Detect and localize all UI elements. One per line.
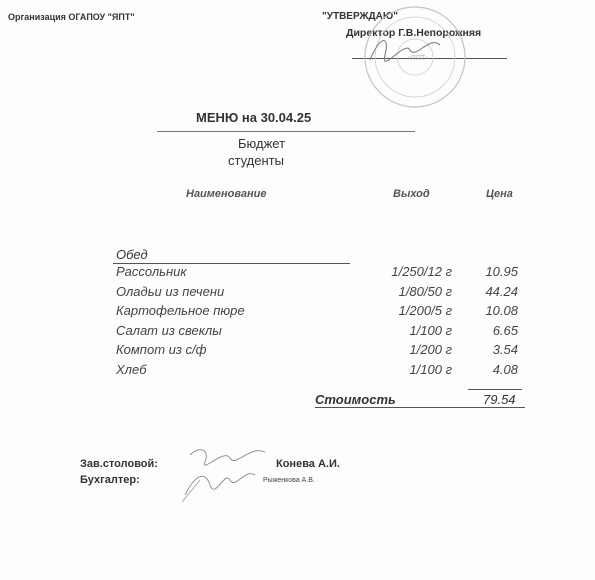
item-name: Компот из с/ф	[116, 342, 207, 357]
list-item	[0, 323, 595, 343]
column-header-output: Выход	[393, 188, 430, 200]
item-price: 10.08	[485, 303, 518, 318]
accountant-name: Рыженкова А.В.	[263, 477, 315, 484]
item-price: 10.95	[485, 264, 518, 279]
total-value: 79.54	[483, 392, 516, 407]
column-header-name: Наименование	[186, 188, 267, 200]
total-divider	[468, 389, 522, 390]
list-item	[0, 362, 595, 382]
svg-text:«ЯПТ»: «ЯПТ»	[407, 55, 429, 62]
item-output: 1/250/12 г	[391, 264, 452, 279]
total-label: Стоимость	[315, 392, 396, 407]
list-item	[0, 284, 595, 304]
total-underline	[315, 407, 525, 408]
list-item	[0, 264, 595, 284]
list-item	[0, 342, 595, 362]
item-price: 6.65	[492, 322, 518, 338]
canteen-head-label: Зав.столовой:	[80, 458, 158, 470]
item-price: 4.08	[492, 361, 518, 377]
canteen-head-name: Конева А.И.	[276, 458, 340, 470]
item-name: Рассольник	[116, 264, 187, 279]
menu-items-list	[0, 264, 595, 381]
item-name: Салат из свеклы	[116, 322, 222, 338]
director-signature	[360, 30, 450, 70]
organization-label: Организация ОГАПОУ "ЯПТ"	[8, 12, 135, 22]
item-name: Оладьи из печени	[116, 283, 225, 299]
item-output: 1/200/5 г	[398, 303, 452, 318]
item-output: 1/80/50 г	[398, 283, 452, 299]
list-item	[0, 303, 595, 323]
item-output: 1/100 г	[409, 361, 452, 377]
item-name: Хлеб	[116, 361, 147, 377]
item-name: Картофельное пюре	[116, 303, 245, 318]
title-underline	[157, 131, 415, 132]
item-price: 3.54	[492, 342, 518, 357]
accountant-label: Бухгалтер:	[80, 474, 140, 486]
item-output: 1/100 г	[409, 322, 452, 338]
approve-label: "УТВЕРЖДАЮ"	[322, 11, 398, 22]
item-price: 44.24	[485, 283, 518, 299]
item-output: 1/200 г	[409, 342, 452, 357]
handwritten-signatures	[170, 440, 280, 510]
column-header-price: Цена	[486, 188, 513, 200]
audience-label: студенты	[228, 153, 284, 168]
menu-title: МЕНЮ на 30.04.25	[196, 110, 312, 125]
director-line: Директор Г.В.Непорожняя	[346, 27, 482, 39]
budget-label: Бюджет	[238, 136, 286, 151]
section-title: Обед	[116, 247, 148, 262]
